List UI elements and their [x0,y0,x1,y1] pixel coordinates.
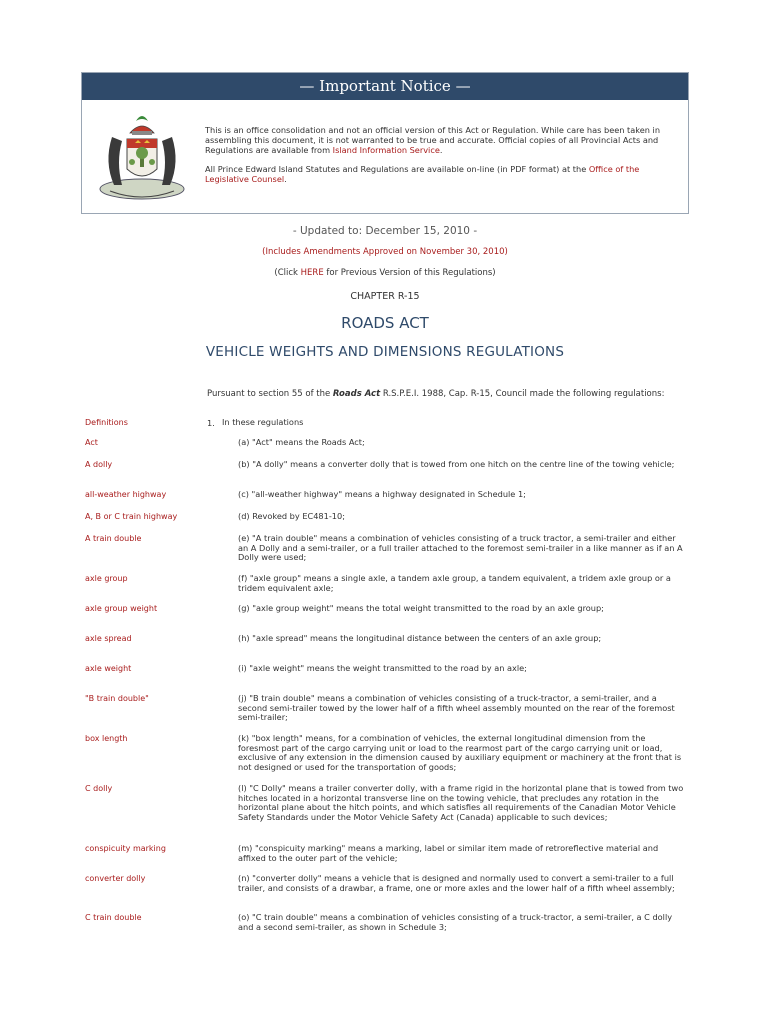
coat-of-arms-icon [92,107,192,207]
act-title: ROADS ACT [341,314,429,332]
notice-paragraph-2-text: All Prince Edward Island Statutes and Regulations are available on-line (in PDF format) at the [205,164,589,174]
pursuant-statement [207,389,664,399]
definition-text: (d) Revoked by EC481-10; [238,511,345,521]
definition-text: (i) "axle weight" means the weight transmitted to the road by an axle; [238,663,527,673]
definition-text: (g) "axle group weight" means the total weight transmitted to the road by an axle group; [238,603,604,613]
margin-note: Definitions [85,418,128,427]
margin-note: C dolly [85,784,113,793]
margin-note: axle weight [85,664,132,673]
margin-note: box length [85,734,128,743]
notice-paragraph-1-end: . [439,145,443,155]
margin-note: axle group weight [85,604,158,613]
previous-version-prefix: (Click [274,268,301,278]
definition-text: (a) "Act" means the Roads Act; [238,437,365,447]
margin-note: axle spread [85,634,132,643]
definition-text: (f) "axle group" means a single axle, a tandem axle group, a tandem equivalent, a tridem axle group or a tridem equivalent axle; [238,573,671,593]
notice-header: — Important Notice — [82,73,688,100]
definition-text: (o) "C train double" means a combination of vehicles consisting of a truck-tractor, a semi-trailer, a C dolly and a second semi-trailer, as shown in Schedule 3; [238,912,673,932]
margin-note: Act [85,438,98,447]
previous-version-line [0,268,770,278]
margin-note: conspicuity marking [85,844,166,853]
definition-text: (l) "C Dolly" means a trailer converter dolly, with a frame rigid in the horizontal plane that is towed from two hitches located in a horizontal transverse line on the towing vehicle, that precludes any rotation in the horizontal plane about the hitch points, and which satisfies all requirements of the Canadian Motor Vehicle Safety Standards under the Motor Vehicle Safety Act (Canada) applicable to such devices; [238,783,684,823]
regulation-title: VEHICLE WEIGHTS AND DIMENSIONS REGULATIONS [205,344,565,360]
notice-paragraph-1-text: This is an office consolidation and not an official version of this Act or Regulation. While care has been taken in assembling this document, it is not warranted to be true and accurate. Official copies of all Provincial Acts and Regulations are available from [205,125,661,155]
chapter-number: CHAPTER R-15 [350,291,420,302]
notice-paragraph-2-end: . [284,174,287,184]
definition-text: (k) "box length" means, for a combination of vehicles, the external longitudinal dimension from the foresmost part of the cargo carrying unit or load to the rearmost part of the cargo carrying unit or load, exclusive of any extension in the dimension caused by auxiliary equipment or machinery at the front that is not designed or used for the transportation of goods; [238,733,682,773]
margin-note: "B train double" [85,694,149,703]
updated-date: - Updated to: December 15, 2010 - [292,225,478,237]
definition-text: (b) "A dolly" means a converter dolly that is towed from one hitch on the centre line of the towing vehicle; [238,459,675,469]
margin-note: A, B or C train highway [85,512,178,521]
important-notice-box [81,72,689,214]
section-number: 1. [207,418,215,428]
definition-text: (c) "all-weather highway" means a highway designated in Schedule 1; [238,489,526,499]
pursuant-suffix: R.S.P.E.I. 1988, Cap. R-15, Council made the following regulations: [380,389,665,399]
amendments-note: (Includes Amendments Approved on November 30, 2010) [262,247,508,257]
margin-note: axle group [85,574,128,583]
section-text: In these regulations [222,417,304,427]
definition-text: (e) "A train double" means a combination of vehicles consisting of a truck tractor, a semi-trailer and either an A Dolly and a semi-trailer, or a full trailer attached to the foremost semi-trailer in a like manner as if an A Dolly were used; [238,533,683,563]
previous-version-link[interactable]: HERE [300,268,324,278]
island-information-service-link[interactable]: Island Information Service [332,145,440,155]
roads-act-reference: Roads Act [332,389,381,399]
definition-text: (j) "B train double" means a combination of vehicles consisting of a truck-tractor, a semi-trailer, and a second semi-trailer towed by the lower half of a fifth wheel assembly mounted on the rear of the foremost semi-trailer; [238,693,675,723]
notice-paragraph-2 [205,164,679,184]
definition-text: (m) "conspicuity marking" means a marking, label or similar item made of retroreflective material and affixed to the outer part of the vehicle; [238,843,659,863]
pursuant-prefix: Pursuant to section 55 of the [207,389,333,399]
definition-text: (h) "axle spread" means the longitudinal distance between the centers of an axle group; [238,633,602,643]
margin-note: all-weather highway [85,490,167,499]
previous-version-suffix: for Previous Version of this Regulations) [323,268,496,278]
margin-note: A train double [85,534,142,543]
legislative-counsel-link[interactable]: Office of the Legislative Counsel [205,164,640,184]
notice-body [205,125,679,193]
margin-note: C train double [85,913,142,922]
margin-note: A dolly [85,460,113,469]
definition-text: (n) "converter dolly" means a vehicle that is designed and normally used to convert a semi-trailer to a full trailer, and consists of a drawbar, a frame, one or more axles and the lower half of a fifth wheel assembly; [238,873,675,893]
notice-paragraph-1 [205,125,679,155]
margin-note: converter dolly [85,874,146,883]
